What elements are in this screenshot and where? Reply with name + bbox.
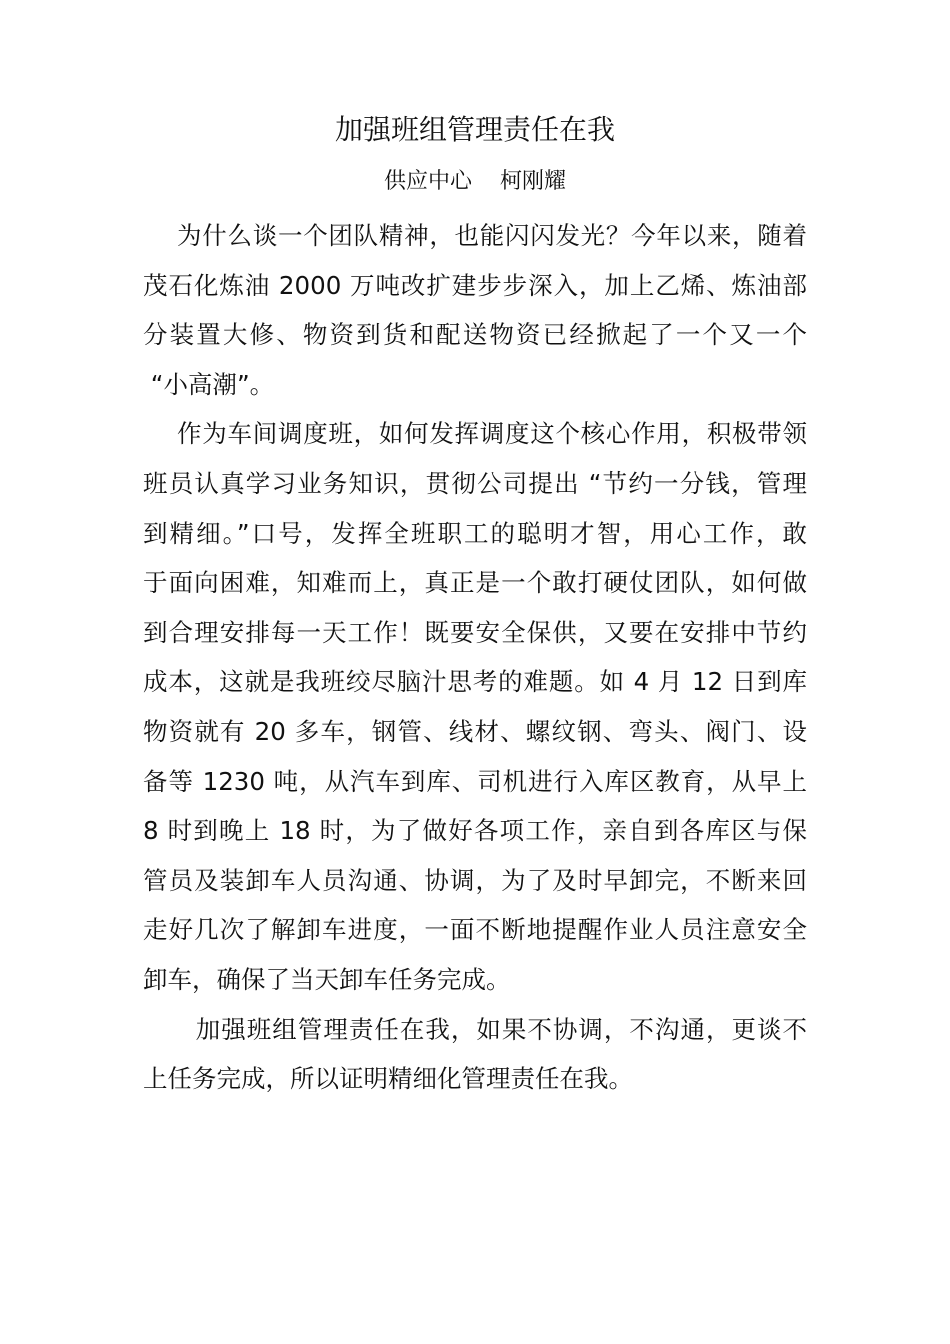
paragraph-1 [143, 211, 807, 409]
text-line: “小高潮”。 [143, 369, 275, 399]
text-line: 备等 1230 吨，从汽车到库、司机进行入库区教育，从早上 [143, 766, 807, 796]
text-line: 成本，这就是我班绞尽脑汁思考的难题。如 4 月 12 日到库 [143, 667, 807, 697]
text-line: 分装置大修、物资到货和配送物资已经掀起了一个又一个 [143, 320, 807, 350]
text-line: 作为车间调度班，如何发挥调度这个核心作用，积极带领 [143, 419, 807, 449]
text-line: 管员及装卸车人员沟通、协调，为了及时早卸完，不断来回 [143, 865, 807, 895]
text-line: 为什么谈一个团队精神，也能闪闪发光？今年以来，随着 [143, 221, 807, 250]
text-line: 于面向困难，知难而上，真正是一个敢打硬仗团队，如何做 [143, 568, 807, 598]
text-line: 加强班组管理责任在我，如果不协调，不沟通，更谈不 [143, 1014, 807, 1044]
text-line: 班员认真学习业务知识，贯彻公司提出 “节约一分钱，管理 [143, 468, 807, 498]
text-line: 到合理安排每一天工作！既要安全保供，又要在安排中节约 [143, 617, 807, 647]
paragraph-3 [143, 1005, 807, 1104]
text-line: 到精细。”口号，发挥全班职工的聪明才智，用心工作，敢 [143, 518, 807, 548]
document-title: 加强班组管理责任在我 [334, 113, 615, 146]
text-line: 8 时到晚上 18 时，为了做好各项工作，亲自到各库区与保 [143, 816, 807, 846]
text-line: 卸车，确保了当天卸车任务完成。 [143, 964, 511, 994]
text-line: 走好几次了解卸车进度，一面不断地提醒作业人员注意安全 [143, 915, 807, 945]
author-line: 供应中心 柯刚耀 [384, 169, 566, 194]
paragraph-2 [143, 409, 807, 1004]
text-line: 物资就有 20 多车，钢管、线材、螺纹钢、弯头、阀门、设 [143, 716, 807, 746]
text-line: 上任务完成，所以证明精细化管理责任在我。 [143, 1064, 633, 1094]
text-line: 茂石化炼油 2000 万吨改扩建步步深入，加上乙烯、炼油部 [143, 270, 807, 300]
document-body [143, 211, 807, 1104]
